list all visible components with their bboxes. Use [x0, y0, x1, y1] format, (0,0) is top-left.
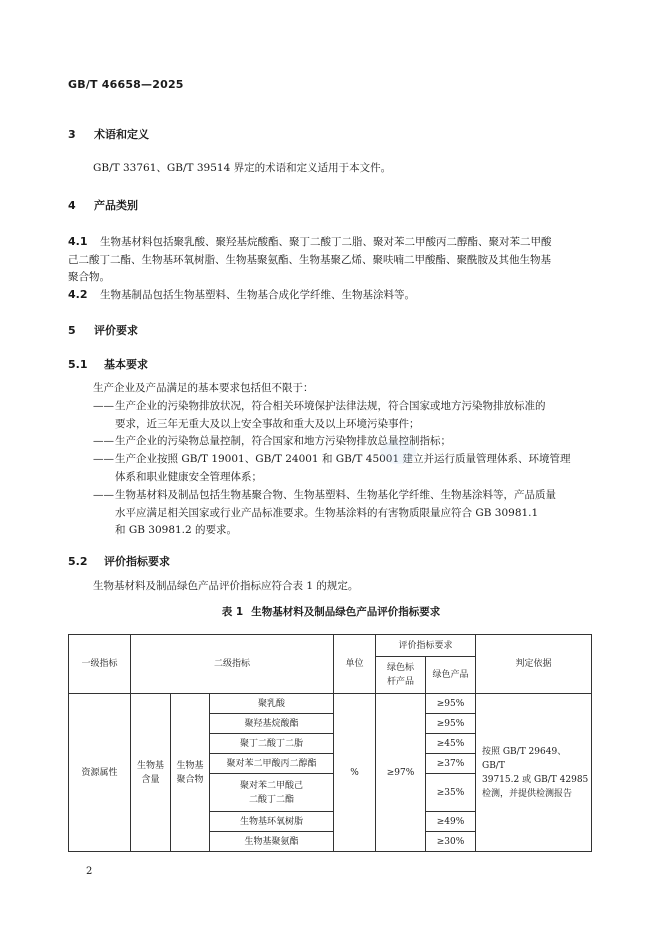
clause-line: 聚合物。 [68, 271, 110, 283]
section-number: 3 [68, 128, 76, 141]
unit-cell: % [334, 694, 376, 852]
subcategory-cell [131, 694, 171, 852]
clause-4-2 [68, 286, 415, 305]
header-green: 绿色产品 [426, 657, 476, 694]
clause-4-1 [68, 233, 552, 287]
category-cell: 资源属性 [69, 694, 131, 852]
cell-line: 39715.2 或 GB/T 42985 [482, 774, 589, 785]
item-line: 要求，近三年无重大及以上安全事故和重大及以上环境污染事件； [115, 417, 420, 430]
subsection-number: 5.1 [68, 358, 88, 371]
header-level2: 二级指标 [131, 635, 334, 694]
header-level1: 一级指标 [69, 635, 131, 694]
cell-line: 聚合物 [176, 774, 204, 785]
indicator-requirements-body: 生物基材料及制品绿色产品评价指标应符合表 1 的规定。 [93, 580, 359, 592]
green-value: ≥95% [426, 714, 476, 734]
material-name: 聚乳酸 [210, 694, 334, 714]
requirement-item [93, 487, 593, 540]
basis-cell [476, 694, 592, 852]
subsection-5-2-heading [68, 553, 170, 569]
subsection-title: 基本要求 [104, 358, 148, 371]
section-4-heading [68, 197, 138, 213]
section-title: 产品类别 [94, 199, 138, 212]
section-3-heading [68, 126, 149, 142]
section-number: 5 [68, 324, 76, 337]
subsection-number: 5.2 [68, 555, 88, 568]
header-basis: 判定依据 [476, 635, 592, 694]
subsection-title: 评价指标要求 [104, 555, 170, 568]
item-line: 生产企业的污染物总量控制，符合国家和地方污染物排放总量控制指标； [115, 435, 451, 447]
cell-line: 检测，并提供检测报告 [482, 788, 573, 799]
material-name: 聚对苯二甲酸丙二醇酯 [210, 754, 334, 774]
cell-line: 聚对苯二甲酸己 [239, 780, 303, 791]
requirement-item [93, 433, 593, 451]
basic-requirements-intro: 生产企业及产品满足的基本要求包括但不限于： [93, 382, 314, 394]
clause-number: 4.1 [68, 235, 88, 248]
clause-text: 生物基制品包括生物基塑料、生物基合成化学纤维、生物基涂料等。 [100, 289, 415, 301]
dash-marker: —— [93, 400, 114, 412]
header-benchmark [376, 657, 426, 694]
cell-line: 按照 GB/T 29649、GB/T [482, 746, 567, 771]
section-5-heading [68, 322, 138, 338]
requirement-item [93, 398, 593, 433]
clause-number: 4.2 [68, 288, 88, 301]
item-line: 水平应满足相关国家或行业产品标准要求。生物基涂料的有害物质限量应符合 GB 30981.1 [115, 506, 539, 519]
clause-line: 生物基材料包括聚乳酸、聚羟基烷酸酯、聚丁二酸丁二脂、聚对苯二甲酸丙二醇酯、聚对苯二甲酸 [100, 236, 552, 248]
evaluation-table [68, 634, 592, 852]
table-title: 生物基材料及制品绿色产品评价指标要求 [251, 606, 441, 618]
cell-line: 生物基 [136, 760, 164, 771]
item-line: 生产企业按照 GB/T 19001、GB/T 24001 和 GB/T 45001 建立并运行质量管理体系、环境管理 [115, 453, 571, 465]
green-value: ≥30% [426, 832, 476, 852]
header-requirement: 评价指标要求 [376, 635, 476, 657]
cell-line: 含量 [141, 774, 160, 785]
requirement-item [93, 451, 593, 486]
material-name: 生物基聚氨酯 [210, 832, 334, 852]
cell-line: 二酸丁二酯 [248, 794, 294, 805]
item-line: 体系和职业健康安全管理体系； [115, 470, 262, 483]
item-line: 生物基材料及制品包括生物基聚合物、生物基塑料、生物基化学纤维、生物基涂料等，产品质量 [115, 489, 556, 501]
material-name [210, 774, 334, 812]
dash-marker: —— [93, 489, 114, 501]
subsection-5-1-heading [68, 356, 148, 372]
green-value: ≥37% [426, 754, 476, 774]
cell-line: 生物基 [176, 760, 204, 771]
green-value: ≥45% [426, 734, 476, 754]
dash-marker: —— [93, 453, 114, 465]
green-value: ≥35% [426, 774, 476, 812]
material-name: 聚羟基烷酸酯 [210, 714, 334, 734]
section-3-body: GB/T 33761、GB/T 39514 界定的术语和定义适用于本文件。 [93, 162, 392, 174]
table-caption [0, 604, 662, 619]
faint-watermark [380, 440, 416, 464]
page-number: 2 [86, 866, 93, 877]
material-name: 生物基环氧树脂 [210, 812, 334, 832]
header-line: 绿色标 [386, 663, 414, 673]
section-title: 术语和定义 [94, 128, 149, 141]
clause-line: 己二酸丁二酯、生物基环氧树脂、生物基聚氨酯、生物基聚乙烯、聚呋喃二甲酸酯、聚酰胺及其他生物基 [68, 253, 551, 266]
header-line: 杆产品 [386, 677, 414, 687]
standard-number: GB/T 46658—2025 [68, 78, 184, 91]
section-title: 评价要求 [94, 324, 138, 337]
header-unit: 单位 [334, 635, 376, 694]
table-label: 表 1 [221, 606, 244, 618]
polymer-group-cell [171, 694, 210, 852]
green-value: ≥95% [426, 694, 476, 714]
section-number: 4 [68, 199, 76, 212]
item-line: 生产企业的污染物排放状况，符合相关环境保护法律法规，符合国家或地方污染物排放标准的 [115, 400, 546, 412]
green-value: ≥49% [426, 812, 476, 832]
dash-marker: —— [93, 435, 114, 447]
table-row [69, 694, 592, 714]
item-line: 和 GB 30981.2 的要求。 [115, 524, 238, 536]
benchmark-value: ≥97% [376, 694, 426, 852]
material-name: 聚丁二酸丁二脂 [210, 734, 334, 754]
